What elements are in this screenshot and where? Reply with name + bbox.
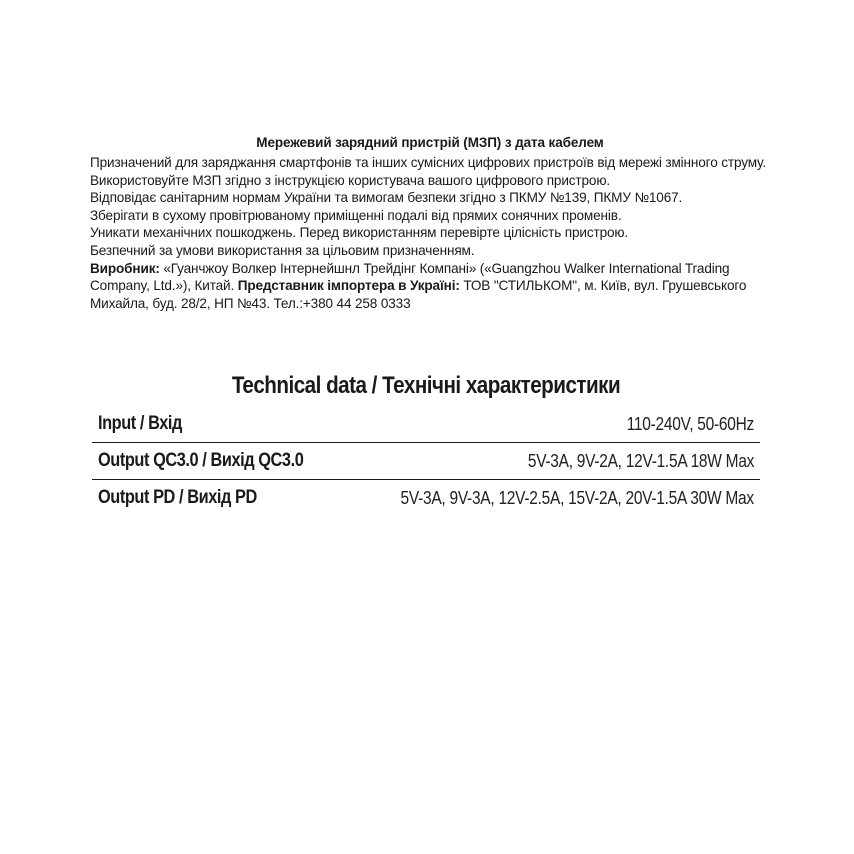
paragraph-compliance: Відповідає санітарним нормам України та вимогам безпеки згідно з ПКМУ №139, ПКМУ №1067. xyxy=(90,190,683,206)
tech-row-value: 5V-3A, 9V-2A, 12V-1.5A 18W Max xyxy=(527,450,754,471)
importer-text: ТОВ "СТИЛЬКОМ", м. Київ, вул. Грушевського Михайла, буд. 28/2, НП №43. Тел.:+380 44 258 0333 xyxy=(90,278,747,311)
tech-row-input xyxy=(92,406,760,443)
paragraph-storage: Зберігати в сухому провітрюваному приміщенні подалі від прямих сонячних променів. xyxy=(90,207,622,223)
paragraph-purpose: Призначений для заряджання смартфонів та інших сумісних цифрових пристроїв від мережі змінного струму. xyxy=(90,155,766,170)
tech-row-output-qc xyxy=(92,443,760,480)
document-title: Мережевий зарядний пристрій (МЗП) з дата кабелем xyxy=(256,135,604,150)
paragraph-usage: Використовуйте МЗП згідно з інструкцією користувача вашого цифрового пристрою. xyxy=(90,172,610,188)
paragraph-manufacturer xyxy=(90,260,770,313)
manufacturer-text: «Гуанчжоу Волкер Інтернейшнл Трейдінг Компані» («Guangzhou Walker International Trading Company, Ltd.»), Китай. xyxy=(90,260,730,294)
document-block xyxy=(90,134,770,312)
tech-row-value: 5V-3A, 9V-3A, 12V-2.5A, 15V-2A, 20V-1.5A 30W Max xyxy=(400,487,754,508)
paragraph-damage: Уникати механічних пошкоджень. Перед використанням перевірте цілісність пристрою. xyxy=(90,225,629,241)
tech-row-label: Output QC3.0 / Вихід QC3.0 xyxy=(98,450,304,471)
tech-row-output-pd xyxy=(92,480,760,516)
technical-data-title: Technical data / Технічні характеристики xyxy=(231,372,621,399)
paragraph-safety: Безпечний за умови використання за цільовим призначенням. xyxy=(90,242,475,258)
manufacturer-label: Виробник: xyxy=(90,260,160,276)
importer-label: Представник імпортера в Україні: xyxy=(237,278,460,294)
tech-row-label: Output PD / Вихід PD xyxy=(98,487,257,508)
tech-row-value: 110-240V, 50-60Hz xyxy=(626,413,754,434)
technical-data-section xyxy=(92,370,760,516)
tech-row-label: Input / Вхід xyxy=(98,413,182,434)
